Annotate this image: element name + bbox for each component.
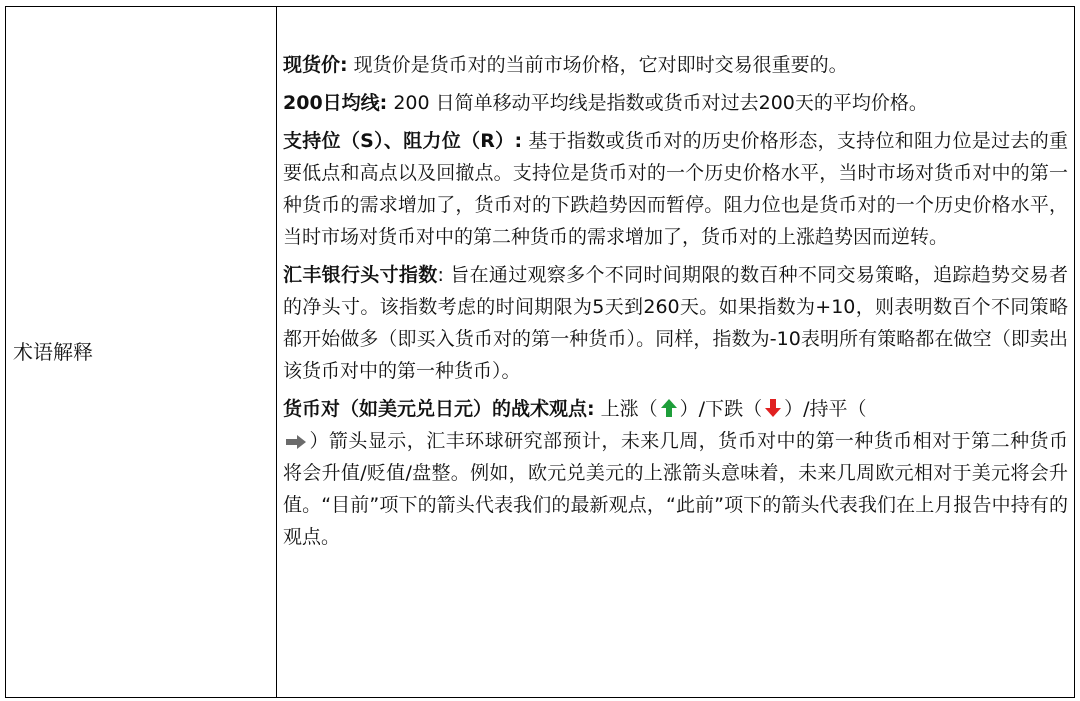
glossary-table — [5, 6, 1075, 698]
term-label: 200日均线: — [283, 92, 388, 114]
entry-support-resistance — [283, 125, 1068, 253]
term-label: 支持位（S）、阻力位（R）: — [283, 130, 523, 152]
term-label: 货币对（如美元兑日元）的战术观点: — [283, 398, 595, 420]
entry-spot-price — [283, 49, 1068, 81]
arrow-up-icon — [660, 398, 678, 418]
term-description: : 旨在通过观察多个不同时间期限的数百种不同交易策略，追踪趋势交易者的净头寸。该指数考虑的时间期限为5天到260天。如果指数为+10，则表明数百个不同策略都开始做多（即买入货币对的第一种货币）。同样，指数为-10表明所有策略都在做空（即卖出该货币对中的第一种货币）。 — [283, 264, 1068, 382]
definitions-cell — [277, 7, 1074, 697]
up-text: 上涨（ — [600, 398, 658, 420]
entry-200-day-ma — [283, 87, 1068, 119]
term-label: 汇丰银行头寸指数 — [283, 264, 438, 286]
entry-tactical-view — [283, 393, 1068, 553]
arrow-right-icon — [285, 434, 307, 450]
term-description: 基于指数或货币对的历史价格形态，支持位和阻力位是过去的重要低点和高点以及回撤点。支持位是货币对的一个历史价格水平，当时市场对货币对中的第一种货币的需求增加了，货币对的下跌趋势因而暂停。阻力位也是货币对的一个历史价格水平，当时市场对货币对中的第二种货币的需求增加了，货币对的上涨趋势因而逆转。 — [283, 130, 1068, 248]
entry-position-index — [283, 259, 1068, 387]
arrow-down-icon — [764, 398, 782, 418]
tactical-description: ）箭头显示，汇丰环球研究部预计，未来几周，货币对中的第一种货币相对于第二种货币将会升值/贬值/盘整。例如，欧元兑美元的上涨箭头意味着，未来几周欧元相对于美元将会升值。“目前”项下的箭头代表我们的最新观点，“此前”项下的箭头代表我们在上月报告中持有的观点。 — [283, 430, 1068, 548]
down-text: ）/下跌（ — [679, 398, 763, 420]
flat-text: ）/持平（ — [784, 398, 867, 420]
category-cell — [6, 7, 277, 697]
term-label: 现货价: — [283, 54, 348, 76]
term-description: 现货价是货币对的当前市场价格，它对即时交易很重要的。 — [353, 54, 848, 76]
term-description: 200 日简单移动平均线是指数或货币对过去200天的平均价格。 — [393, 92, 928, 114]
category-label: 术语解释 — [13, 340, 93, 364]
